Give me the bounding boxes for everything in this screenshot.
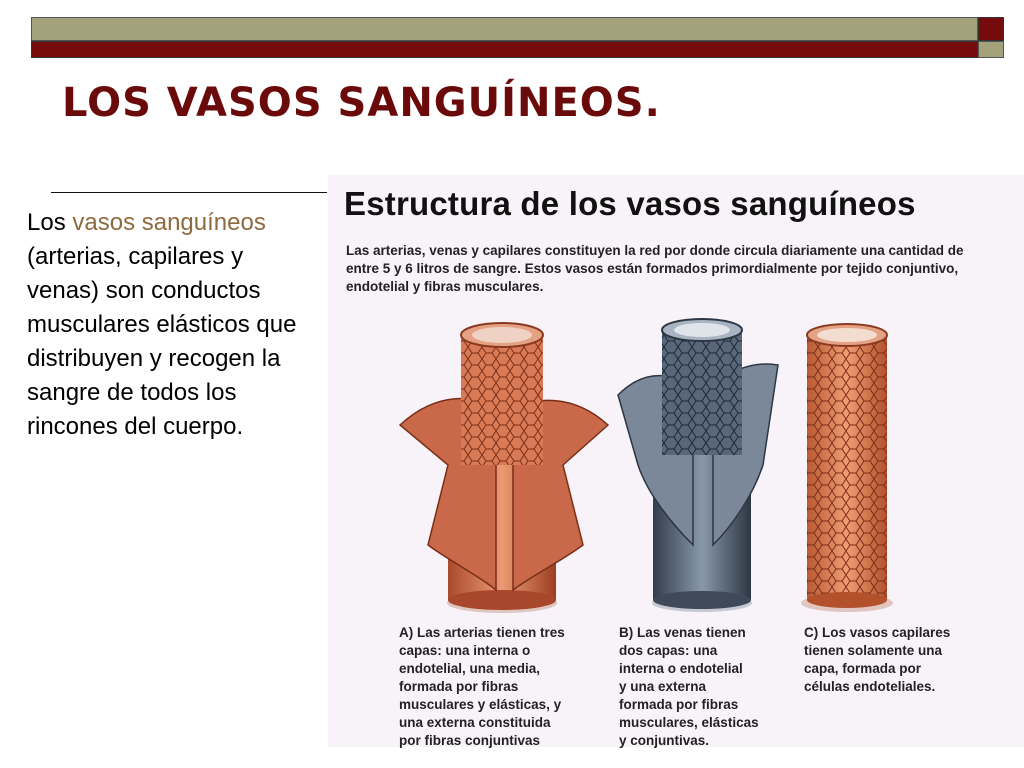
header-bar-olive <box>31 17 978 41</box>
vein-illustration <box>618 319 778 612</box>
caption-artery: A) Las arterias tienen tres capas: una interna o endotelial, una media, formada por fibras musculares y elásticas, y una externa constituida por fibras conjuntivas <box>399 625 565 748</box>
figure-title: Estructura de los vasos sanguíneos <box>344 185 916 222</box>
divider-line <box>51 192 327 193</box>
caption-capillary: C) Los vasos capilares tienen solamente una capa, formada por células endoteliales. <box>804 625 951 694</box>
caption-vein: B) Las venas tienen dos capas: una interna o endotelial y una externa formada por fibras musculares, elásticas y conjuntivas. <box>619 625 759 748</box>
header-bar-red <box>31 41 978 58</box>
header-square-olive <box>978 41 1004 58</box>
blood-vessels-figure <box>328 175 1024 747</box>
header-square-red <box>978 17 1004 41</box>
vessels-illustration <box>328 305 1024 620</box>
figure-intro: Las arterias, venas y capilares constituyen la red por donde circula diariamente una cantidad de entre 5 y 6 litros de sangre. Estos vasos están formados primordialmente por tejido conjuntivo, endotelial y fibras musculares. <box>346 243 964 294</box>
capillary-illustration <box>801 324 893 612</box>
body-highlight: vasos sanguíneos <box>72 209 266 236</box>
slide-title: LOS VASOS SANGUÍNEOS. <box>62 80 661 126</box>
body-text <box>27 206 317 444</box>
body-prefix: Los <box>27 209 73 236</box>
body-suffix: (arterias, capilares y venas) son conductos musculares elásticos que distribuyen y recogen la sangre de todos los rincones del cuerpo. <box>27 243 297 440</box>
artery-illustration <box>400 323 608 613</box>
